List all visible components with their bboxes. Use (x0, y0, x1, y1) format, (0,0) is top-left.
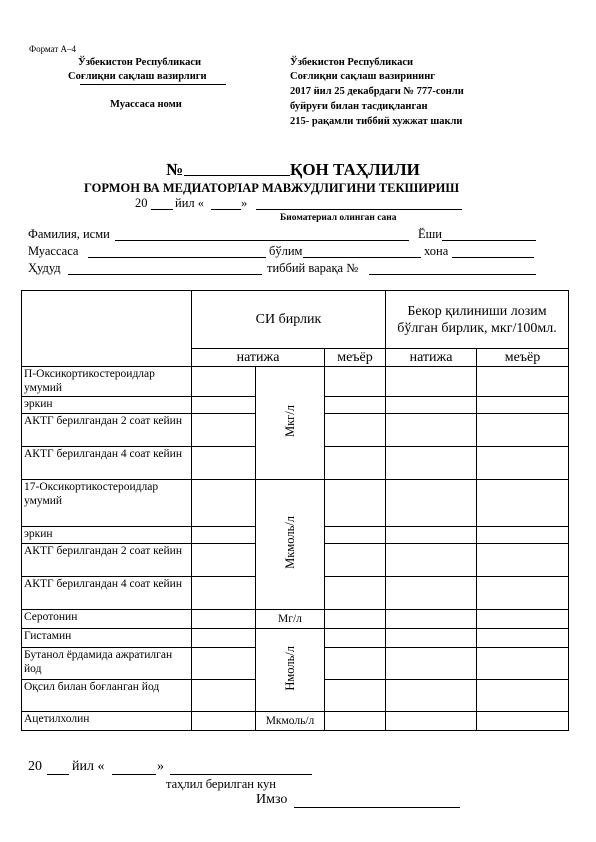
table-row-label: АКТГ берилгандан 2 соат кейин (22, 414, 192, 447)
si-result-header: натижа (192, 349, 325, 367)
result-cell[interactable] (192, 629, 256, 648)
unit-cell-mkg (256, 367, 325, 480)
results-table (21, 290, 569, 731)
alt-norm-header: меъёр (477, 349, 569, 367)
alt-norm-cell[interactable] (477, 680, 569, 712)
alt-unit-header: Бекор қилиниши лозим бўлган бирлик, мкг/100мл. (386, 291, 569, 349)
unit-mkg-label: Мкг/л (283, 404, 297, 438)
sample-date-caption: Биоматериал олинган сана (280, 213, 397, 223)
table-row-label: АКТГ берилгандан 2 соат кейин (22, 544, 192, 577)
norm-cell[interactable] (325, 414, 386, 447)
result-cell[interactable] (192, 480, 256, 527)
table-row-label: Оқсил билан боғланган йод (22, 680, 192, 712)
result-cell[interactable] (192, 610, 256, 629)
sample-date-year-label: йил « (175, 196, 204, 210)
table-row-label: Ацетилхолин (22, 712, 192, 731)
alt-result-cell[interactable] (386, 648, 477, 680)
result-cell[interactable] (192, 367, 256, 397)
table-row-label: 17-Оксикортикостероидлар умумий (22, 480, 192, 527)
alt-result-cell[interactable] (386, 480, 477, 527)
result-cell[interactable] (192, 527, 256, 544)
footer-date-prefix: 20 (28, 759, 42, 774)
alt-norm-cell[interactable] (477, 610, 569, 629)
table-row-label: П-Оксикортикостероидлар умумий (22, 367, 192, 397)
table-row-label: Бутанол ёрдамида ажратилган йод (22, 648, 192, 680)
alt-result-cell[interactable] (386, 610, 477, 629)
table-row-label: АКТГ берилгандан 4 соат кейин (22, 577, 192, 610)
right-header-order: 2017 йил 25 декабрдаги № 777-сонли (290, 86, 464, 97)
norm-cell[interactable] (325, 629, 386, 648)
signature-line[interactable] (294, 807, 460, 808)
norm-cell[interactable] (325, 544, 386, 577)
alt-result-cell[interactable] (386, 629, 477, 648)
si-unit-header: СИ бирлик (192, 291, 386, 349)
institution-name-caption: Муассаса номи (110, 99, 182, 110)
age-input-line[interactable] (442, 240, 536, 241)
page-subtitle: ГОРМОН ВА МЕДИАТОРЛАР МАВЖУДЛИГИНИ ТЕКШИРИШ (84, 181, 460, 195)
room-label: хона (424, 244, 449, 258)
alt-norm-cell[interactable] (477, 577, 569, 610)
norm-cell[interactable] (325, 527, 386, 544)
region-input-line[interactable] (68, 274, 262, 275)
table-row-label: АКТГ берилгандан 4 соат кейин (22, 447, 192, 480)
alt-norm-cell[interactable] (477, 712, 569, 731)
norm-cell[interactable] (325, 680, 386, 712)
right-header-ministry: Соғлиқни сақлаш вазирининг (290, 71, 436, 82)
unit-nmol-label: Нмоль/л (283, 645, 297, 691)
alt-norm-cell[interactable] (477, 629, 569, 648)
unit-cell-nmol (256, 629, 325, 712)
si-norm-header: меъёр (325, 349, 386, 367)
alt-result-cell[interactable] (386, 680, 477, 712)
fullname-input-line[interactable] (115, 240, 409, 241)
norm-cell[interactable] (325, 577, 386, 610)
fullname-label: Фамилия, исми (28, 227, 110, 241)
alt-result-header: натижа (386, 349, 477, 367)
footer-date-year-line[interactable] (47, 774, 69, 775)
format-label: Формат А–4 (29, 44, 77, 54)
department-label: бўлим (269, 244, 303, 258)
footer-date-year-label: йил « (72, 759, 105, 774)
result-cell[interactable] (192, 577, 256, 610)
result-cell[interactable] (192, 680, 256, 712)
institution-name-line[interactable] (80, 84, 226, 85)
footer-date-close: » (157, 759, 164, 774)
unit-mkmol2-label: Мкмоль/л (256, 712, 325, 731)
title-number-prefix: № (166, 160, 184, 179)
result-cell[interactable] (192, 648, 256, 680)
sample-date-month-line[interactable] (256, 209, 462, 210)
department-input-line[interactable] (303, 257, 421, 258)
result-cell[interactable] (192, 447, 256, 480)
result-cell[interactable] (192, 544, 256, 577)
institution-label: Муассаса (28, 244, 79, 258)
alt-result-cell[interactable] (386, 577, 477, 610)
alt-result-cell[interactable] (386, 367, 477, 397)
analysis-number-line[interactable] (184, 175, 290, 176)
footer-date-month-line[interactable] (170, 774, 312, 775)
right-header-republic: Ўзбекистон Республикаси (290, 57, 414, 68)
alt-norm-cell[interactable] (477, 648, 569, 680)
alt-norm-cell[interactable] (477, 367, 569, 397)
unit-mg-label: Мг/л (256, 610, 325, 629)
age-label: Ёши (418, 227, 442, 241)
norm-cell[interactable] (325, 648, 386, 680)
norm-cell[interactable] (325, 367, 386, 397)
alt-result-cell[interactable] (386, 544, 477, 577)
norm-cell[interactable] (325, 480, 386, 527)
alt-norm-cell[interactable] (477, 544, 569, 577)
alt-result-cell[interactable] (386, 447, 477, 480)
left-header-republic: Ўзбекистон Республикаси (78, 57, 202, 68)
page-title: ҚОН ТАҲЛИЛИ (290, 160, 420, 179)
norm-cell[interactable] (325, 447, 386, 480)
institution-input-line[interactable] (88, 257, 266, 258)
right-header-form-number: 215- рақамли тиббий хужжат шакли (290, 116, 463, 127)
signature-label: Имзо (256, 792, 288, 807)
table-row-label: эркин (22, 397, 192, 414)
test-name-header (22, 291, 192, 367)
alt-result-cell[interactable] (386, 397, 477, 414)
norm-cell[interactable] (325, 712, 386, 731)
result-cell[interactable] (192, 414, 256, 447)
region-label: Ҳудуд (28, 261, 61, 275)
right-header-approved: буйруғи билан тасдиқланган (290, 101, 428, 112)
result-cell[interactable] (192, 712, 256, 731)
unit-mkmol-label: Мкмоль/л (283, 516, 297, 569)
alt-result-cell[interactable] (386, 712, 477, 731)
alt-result-cell[interactable] (386, 414, 477, 447)
unit-cell-mkmol (256, 480, 325, 610)
norm-cell[interactable] (325, 610, 386, 629)
alt-norm-cell[interactable] (477, 527, 569, 544)
left-header-ministry: Соғлиқни сақлаш вазирлиги (68, 71, 207, 82)
alt-norm-cell[interactable] (477, 414, 569, 447)
record-input-line[interactable] (369, 274, 536, 275)
table-row-label: Гистамин (22, 629, 192, 648)
sample-date-day-line[interactable] (211, 209, 241, 210)
table-row-label: Серотонин (22, 610, 192, 629)
room-input-line[interactable] (452, 257, 534, 258)
record-label: тиббий варақа № (267, 261, 359, 275)
norm-cell[interactable] (325, 397, 386, 414)
table-row-label: эркин (22, 527, 192, 544)
alt-norm-cell[interactable] (477, 447, 569, 480)
sample-date-prefix: 20 (135, 196, 148, 210)
result-cell[interactable] (192, 397, 256, 414)
footer-date-day-line[interactable] (112, 774, 156, 775)
analysis-date-caption: таҳлил берилган кун (166, 777, 276, 791)
sample-date-close: » (241, 196, 248, 210)
alt-result-cell[interactable] (386, 527, 477, 544)
alt-norm-cell[interactable] (477, 397, 569, 414)
alt-norm-cell[interactable] (477, 480, 569, 527)
sample-date-year-line[interactable] (151, 209, 173, 210)
